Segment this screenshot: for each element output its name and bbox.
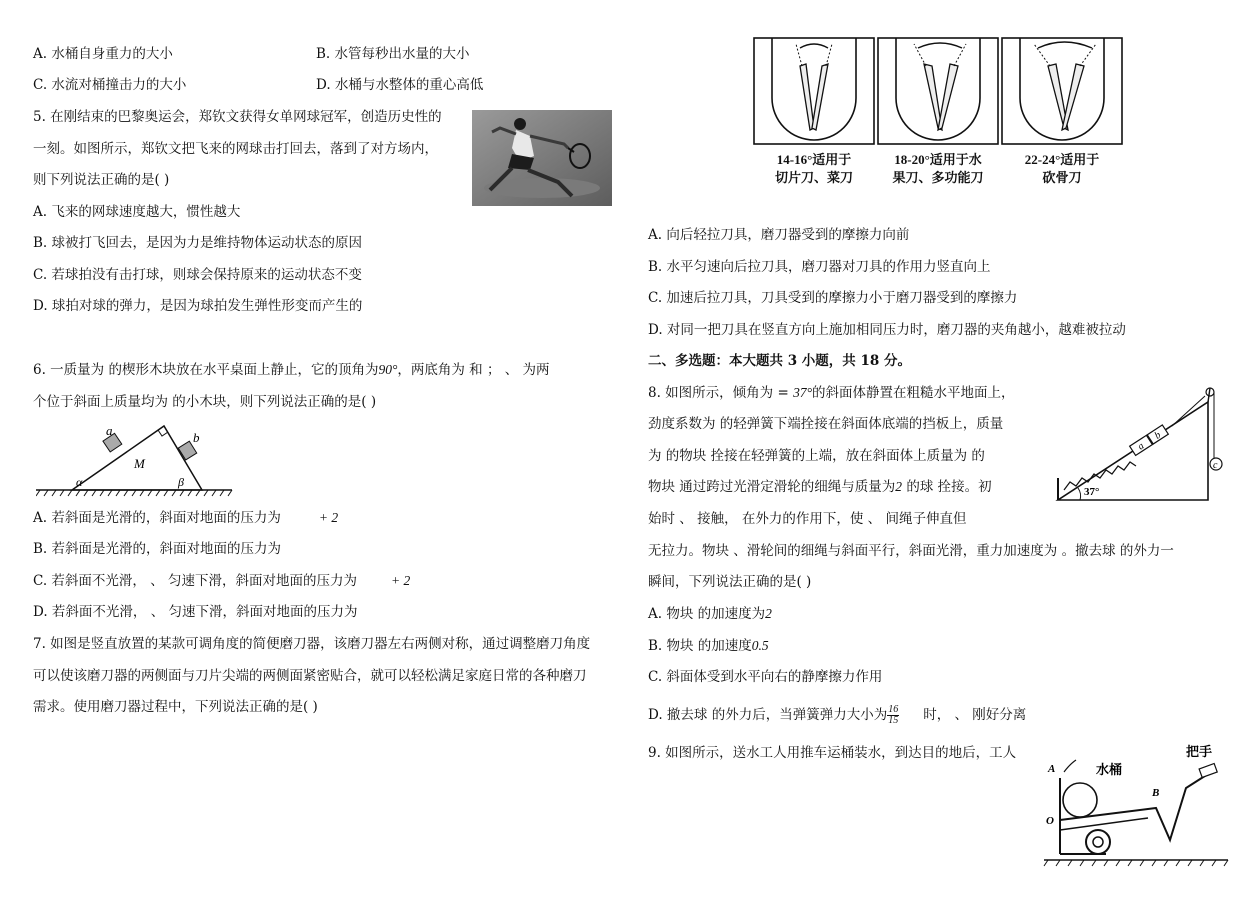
fraction-denominator: 15: [888, 715, 899, 726]
caption-2-line2: 果刀、多功能刀: [892, 170, 984, 185]
handle-label: 把手: [1186, 744, 1213, 759]
q6-option-a-term: + 2: [318, 510, 339, 525]
q4-option-b: B. 水管每秒出水量的大小: [316, 46, 470, 62]
q7-option-c: C. 加速后拉刀具，刀具受到的摩擦力小于磨刀器受到的摩擦力: [648, 290, 1018, 306]
q8-option-a-value: 2: [765, 606, 772, 621]
incline-spring-figure: [1040, 382, 1232, 504]
q9-stem-line1: 9. 如图所示，送水工人用推车运桶装水，到达目的地后，工人: [648, 745, 1017, 761]
q6-stem-part2: ，两底角为 和 ； 、 为两: [397, 362, 550, 378]
block-b-label: b: [1152, 429, 1163, 442]
q5-stem-line1: 5. 在刚结束的巴黎奥运会，郑钦文获得女单网球冠军，创造历史性的: [33, 109, 442, 125]
caption-3-line1: 22-24°适用于: [1024, 152, 1100, 167]
q8-stem-line4-part2: 的球 拴接。初: [902, 479, 992, 495]
q8-stem-line7: 瞬间，下列说法正确的是( ): [648, 574, 812, 590]
q8-option-b-value: 0.5: [751, 638, 769, 653]
q8-stem-line6: 无拉力。物块 、滑轮间的细绳与斜面平行，斜面光滑，重力加速度为 。撤去球 的外力一: [648, 543, 1174, 559]
point-a-label: A: [1048, 763, 1056, 775]
q4-option-c: C. 水流对桶撞击力的大小: [33, 77, 187, 93]
q5-option-c: C. 若球拍没有击打球，则球会保持原来的运动状态不变: [33, 267, 362, 283]
incline-angle-label: 37°: [1084, 486, 1100, 498]
point-b-label: B: [1152, 787, 1160, 799]
q8-stem-part1: 8. 如图所示，倾角为 =: [648, 385, 794, 401]
q5-stem-line3: 则下列说法正确的是( ): [33, 172, 170, 188]
q8-stem-line4-part1: 物块 通过跨过光滑定滑轮的细绳与质量为: [648, 479, 896, 495]
q7-stem-line1: 7. 如图是竖直放置的某款可调角度的简便磨刀器，该磨刀器左右两侧对称，通过调整磨刀角度: [33, 636, 591, 652]
block-b-label: b: [193, 430, 200, 445]
q5-option-d: D. 球拍对球的弹力，是因为球拍发生弹性形变而产生的: [33, 298, 363, 314]
q4-option-a: A. 水桶自身重力的大小: [33, 46, 173, 62]
wedge-figure: [36, 420, 236, 500]
caption-2-line1: 18-20°适用于水: [894, 152, 982, 167]
q8-option-a-text: A. 物块 的加速度为: [648, 606, 766, 622]
q8-option-c: C. 斜面体受到水平向右的静摩擦力作用: [648, 669, 883, 685]
q5-option-b: B. 球被打飞回去，是因为力是维持物体运动状态的原因: [33, 235, 363, 251]
q8-stem-line4: [648, 478, 992, 496]
q8-option-d-fraction: [887, 705, 899, 726]
q8-option-d: [648, 703, 1026, 727]
q8-option-d-part2: 时， 、 刚好分离: [923, 707, 1027, 723]
q8-mass-factor: 2: [895, 479, 903, 494]
q7-option-a: A. 向后轻拉刀具，磨刀器受到的摩擦力向前: [648, 227, 910, 243]
q6-stem-line2: 个位于斜面上质量均为 的小木块，则下列说法正确的是( ): [33, 394, 377, 410]
water-cart-figure: [1036, 738, 1232, 870]
q8-incline-angle: 37°: [793, 385, 812, 400]
q6-stem-line1: [33, 361, 550, 379]
q8-stem-line2: 劲度系数为 的轻弹簧下端拴接在斜面体底端的挡板上，质量: [648, 416, 1004, 432]
q7-option-b: B. 水平匀速向后拉刀具，磨刀器对刀具的作用力竖直向上: [648, 259, 991, 275]
q4-option-d: D. 水桶与水整体的重心高低: [316, 77, 484, 93]
caption-1-line1: 14-16°适用于: [776, 152, 852, 167]
ball-c-label: c: [1213, 460, 1218, 471]
block-a-label: a: [1136, 440, 1147, 453]
q7-stem-line2: 可以使该磨刀器的两侧面与刀片尖端的两侧面紧密贴合，就可以轻松满足家庭日常的各种磨刀: [33, 668, 587, 684]
alpha-label: α: [76, 475, 83, 489]
q8-option-a: [648, 605, 772, 623]
point-o-label: O: [1046, 815, 1054, 827]
block-a-label: a: [106, 423, 113, 438]
q6-option-a-text: A. 若斜面是光滑的，斜面对地面的压力为: [33, 510, 281, 526]
beta-label: β: [178, 475, 184, 489]
wedge-m-label: M: [134, 456, 145, 471]
q6-option-c-term: + 2: [391, 573, 411, 588]
q8-stem-line5: 始时 、 接触， 在外力的作用下，使 、 间绳子伸直但: [648, 511, 967, 527]
q8-stem-line1: [648, 384, 1014, 402]
q7-option-d: D. 对同一把刀具在竖直方向上施加相同压力时，磨刀器的夹角越小，越难被拉动: [648, 322, 1126, 338]
bucket-label: 水桶: [1096, 762, 1123, 777]
caption-1-line2: 切片刀、菜刀: [774, 170, 854, 185]
q6-apex-angle: 90°: [378, 362, 398, 377]
q5-stem-line2: 一刻。如图所示，郑钦文把飞来的网球击打回去，落到了对方场内，: [33, 141, 438, 157]
q6-option-a: [33, 509, 338, 527]
section-2-heading: 二、多选题：本大题共 3 小题，共 18 分。: [648, 353, 911, 369]
tennis-player-photo: [472, 110, 612, 206]
caption-3-line2: 砍骨刀: [1042, 170, 1082, 185]
fraction-numerator: 16: [888, 704, 899, 715]
q5-option-a: A. 飞来的网球速度越大，惯性越大: [33, 204, 241, 220]
q8-option-b-text: B. 物块 的加速度: [648, 638, 752, 654]
q6-stem-part1: 6. 一质量为 的楔形木块放在水平桌面上静止，它的顶角为: [33, 362, 379, 378]
q6-option-d: D. 若斜面不光滑， 、 匀速下滑，斜面对地面的压力为: [33, 604, 358, 620]
q8-option-b: [648, 637, 769, 655]
q7-stem-line3: 需求。使用磨刀器过程中，下列说法正确的是( ): [33, 699, 318, 715]
q6-option-b: B. 若斜面是光滑的，斜面对地面的压力为: [33, 541, 282, 557]
q6-option-c: [33, 572, 410, 590]
q6-option-c-text: C. 若斜面不光滑， 、 匀速下滑，斜面对地面的压力为: [33, 573, 358, 589]
q8-stem-part2: 的斜面体静置在粗糙水平地面上，: [811, 385, 1015, 401]
knife-sharpener-figure: [752, 36, 1124, 188]
q8-stem-line3: 为 的物块 拴接在轻弹簧的上端，放在斜面体上质量为 的: [648, 448, 985, 464]
q8-option-d-part1: D. 撤去球 的外力后，当弹簧弹力大小为: [648, 707, 888, 723]
